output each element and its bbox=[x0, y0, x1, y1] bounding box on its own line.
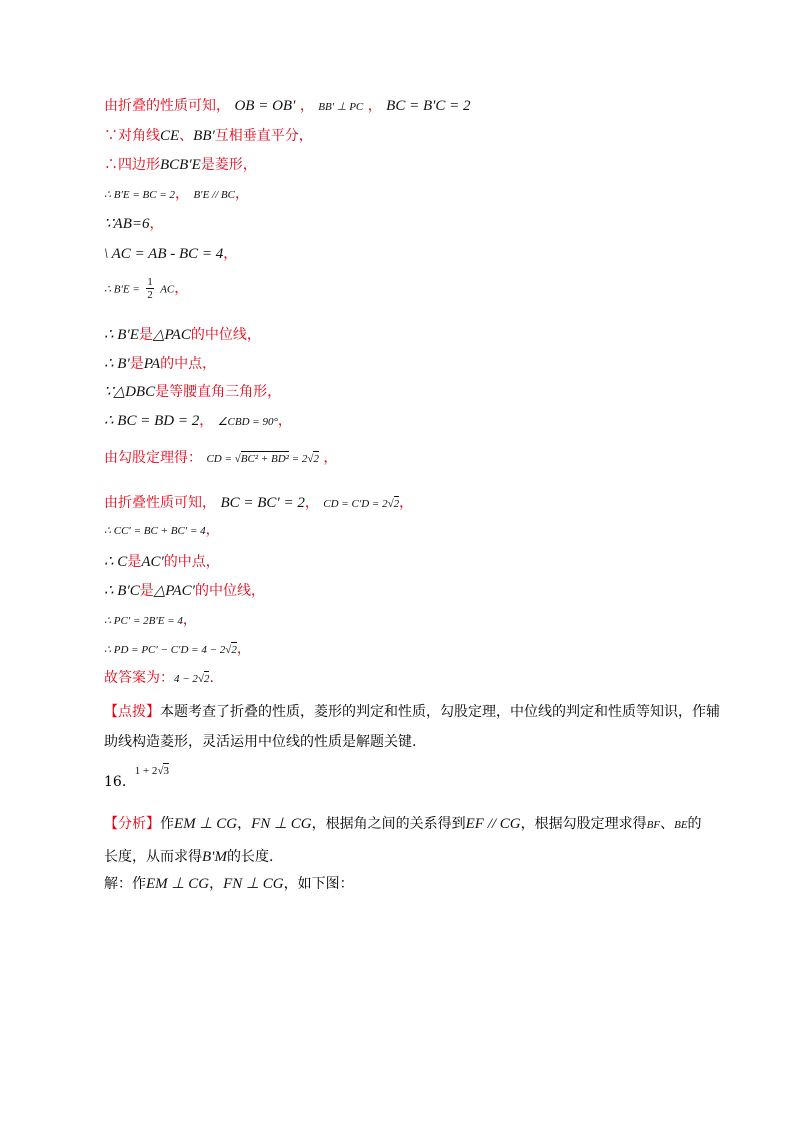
math-expression: ∵△DBC bbox=[104, 384, 156, 400]
text: 解：作 bbox=[104, 876, 146, 892]
text: 是 bbox=[127, 554, 142, 570]
sqrt-radical: √ bbox=[225, 644, 232, 656]
sqrt-content: 2 bbox=[313, 453, 319, 465]
math-expression: BC = B′C = 2 bbox=[386, 98, 471, 114]
sqrt-radical: √ bbox=[234, 453, 241, 465]
math-expression: \ AC = AB - BC = 4 bbox=[104, 246, 224, 262]
text: ， bbox=[323, 450, 338, 466]
solution-line-16 bbox=[104, 581, 265, 601]
dianbo-line-2 bbox=[80, 727, 720, 757]
math-expression: ∴ CC′ = BC + BC′ = 4 bbox=[104, 525, 206, 537]
text: ，根据勾股定理求得 bbox=[520, 816, 647, 832]
text: ， bbox=[236, 641, 251, 657]
fraction-numerator: 1 bbox=[147, 276, 153, 288]
fenxi-paragraph bbox=[80, 808, 720, 873]
math-expression: ∴ PC′ = 2B′E = 4 bbox=[104, 615, 183, 627]
dianbo-tag: 【点拨】 bbox=[104, 704, 160, 720]
solution-start-line bbox=[104, 874, 354, 894]
solution-line-12 bbox=[104, 448, 337, 469]
sqrt-content: 2 bbox=[393, 498, 400, 510]
text: 的 bbox=[687, 816, 702, 832]
text: ， bbox=[174, 280, 189, 297]
math-expression: ∴ B′ bbox=[104, 356, 130, 372]
text: ， bbox=[367, 98, 382, 114]
solution-line-3 bbox=[104, 155, 257, 175]
solution-line-15 bbox=[104, 552, 220, 572]
math-expression: CE bbox=[160, 128, 180, 144]
math-expression: FN ⊥ CG bbox=[251, 816, 312, 832]
math-expression: BC = BC′ = 2 bbox=[220, 495, 305, 511]
text: ， bbox=[223, 246, 238, 262]
sqrt-content: BC² + BD² bbox=[240, 453, 289, 465]
solution-line-2 bbox=[104, 126, 313, 146]
math-expression: ∴ C bbox=[104, 554, 128, 570]
solution-line-7 bbox=[104, 276, 188, 301]
math-expression: ∴ B′E bbox=[104, 327, 139, 343]
text: ， bbox=[175, 186, 189, 202]
math-expression: BF bbox=[646, 819, 661, 831]
text: 、 bbox=[660, 816, 675, 832]
solution-line-17 bbox=[104, 610, 197, 631]
dianbo-text: 本题考查了折叠的性质，菱形的判定和性质，勾股定理，中位线的判定和性质等知识，作辅 bbox=[160, 704, 720, 720]
solution-line-6 bbox=[104, 244, 237, 264]
text: 的中点， bbox=[163, 554, 220, 570]
math-expression: ∵AB=6 bbox=[104, 216, 150, 232]
sqrt-content: 3 bbox=[163, 765, 169, 777]
text: ， bbox=[277, 413, 292, 429]
math-expression: ∠CBD = 90° bbox=[217, 416, 278, 428]
text: 由折叠性质可知， bbox=[104, 495, 216, 511]
text: 是 bbox=[139, 583, 154, 599]
solution-line-13 bbox=[104, 493, 413, 514]
text: 的长度. bbox=[226, 849, 274, 865]
final-answer-line bbox=[104, 668, 223, 689]
solution-line-9 bbox=[104, 354, 216, 374]
solution-line-11 bbox=[104, 411, 292, 432]
sqrt-radical: √ bbox=[307, 453, 314, 465]
math-expression: FN ⊥ CG bbox=[223, 876, 284, 892]
math-expression: = 2 bbox=[288, 453, 308, 465]
text: ， bbox=[205, 522, 220, 538]
text: ， bbox=[149, 216, 164, 232]
dianbo-line-1 bbox=[80, 697, 720, 727]
fraction-denominator: 2 bbox=[147, 289, 153, 301]
text: ∴四边形 bbox=[104, 157, 160, 173]
question-16-answer bbox=[135, 765, 169, 777]
math-expression: OB = OB′ bbox=[234, 98, 296, 114]
solution-line-14 bbox=[104, 520, 220, 541]
math-expression: ∴ BC = BD = 2 bbox=[104, 413, 200, 429]
math-expression: EF // CG bbox=[465, 816, 521, 832]
dianbo-text: 助线构造菱形，灵活运用中位线的性质是解题关键. bbox=[104, 734, 417, 750]
fraction bbox=[146, 276, 154, 301]
text: 是等腰直角三角形， bbox=[155, 384, 282, 400]
text: ， bbox=[209, 876, 224, 892]
text: ，如下图： bbox=[283, 876, 354, 892]
solution-line-8 bbox=[104, 325, 261, 345]
math-expression: CD = C′D = 2 bbox=[323, 498, 388, 510]
text: 、 bbox=[179, 128, 194, 144]
math-expression: 4 − 2 bbox=[174, 673, 198, 685]
text: ， bbox=[304, 495, 319, 511]
math-expression: AC′ bbox=[141, 554, 164, 570]
text: 是 bbox=[129, 356, 144, 372]
text: ． bbox=[209, 670, 224, 686]
math-expression: EM ⊥ CG bbox=[146, 876, 210, 892]
fenxi-line-1 bbox=[80, 808, 720, 841]
text: ， bbox=[182, 612, 197, 628]
math-expression: B′E // BC bbox=[193, 189, 235, 201]
fenxi-line-2 bbox=[80, 841, 720, 873]
math-expression: B′M bbox=[202, 849, 227, 865]
math-expression: BE bbox=[674, 819, 688, 831]
solution-line-5 bbox=[104, 214, 164, 234]
fenxi-tag: 【分析】 bbox=[104, 816, 160, 832]
text: 长度，从而求得 bbox=[104, 849, 202, 865]
question-number: 16. bbox=[104, 774, 127, 790]
math-expression: EM ⊥ CG bbox=[174, 816, 238, 832]
sqrt-radical: √ bbox=[197, 673, 204, 685]
sqrt-content: 2 bbox=[203, 673, 210, 685]
text: 的中点， bbox=[160, 356, 217, 372]
text: ， bbox=[399, 495, 414, 511]
text: ， bbox=[199, 413, 214, 429]
math-expression: PA bbox=[143, 356, 161, 372]
math-expression: BCB′E bbox=[160, 157, 201, 173]
math-expression: △PAC bbox=[152, 327, 191, 343]
text: ， bbox=[299, 98, 314, 114]
text: 互相垂直平分， bbox=[214, 128, 313, 144]
text: 是 bbox=[138, 327, 153, 343]
sqrt-radical: √ bbox=[157, 765, 164, 777]
solution-line-10 bbox=[104, 382, 281, 402]
question-16 bbox=[104, 762, 169, 790]
math-expression: ∴ PD = PC′ − C′D = 4 − 2 bbox=[104, 644, 226, 656]
text: ， bbox=[237, 816, 252, 832]
text: 的中位线， bbox=[194, 583, 265, 599]
math-expression: AC bbox=[160, 283, 175, 296]
solution-line-1 bbox=[104, 96, 471, 117]
math-expression: ∴ B′E = BC = 2 bbox=[104, 189, 175, 201]
math-expression: BB′ ⊥ PC bbox=[318, 101, 364, 113]
text: 作 bbox=[160, 816, 174, 832]
dianbo-paragraph bbox=[80, 697, 720, 757]
solution-line-4 bbox=[104, 184, 249, 205]
text: 是菱形， bbox=[200, 157, 257, 173]
text: 的中位线， bbox=[190, 327, 261, 343]
sqrt-radical: √ bbox=[387, 498, 394, 510]
solution-line-18 bbox=[104, 639, 251, 660]
math-expression: CD = bbox=[206, 453, 235, 465]
sqrt-content: 2 bbox=[231, 644, 237, 656]
math-expression: ∴ B′E = bbox=[104, 283, 140, 296]
math-expression: ∴ B′C bbox=[104, 583, 140, 599]
text: 故答案为： bbox=[104, 670, 174, 686]
text: ，根据角之间的关系得到 bbox=[311, 816, 466, 832]
text: 由折叠的性质可知， bbox=[104, 98, 230, 114]
text: ∵对角线 bbox=[104, 128, 160, 144]
math-expression: BB′ bbox=[193, 128, 215, 144]
math-expression: △PAC′ bbox=[153, 583, 195, 599]
text: 由勾股定理得： bbox=[104, 450, 202, 466]
math-expression: 1 + 2 bbox=[134, 765, 158, 777]
text: ， bbox=[234, 186, 249, 202]
